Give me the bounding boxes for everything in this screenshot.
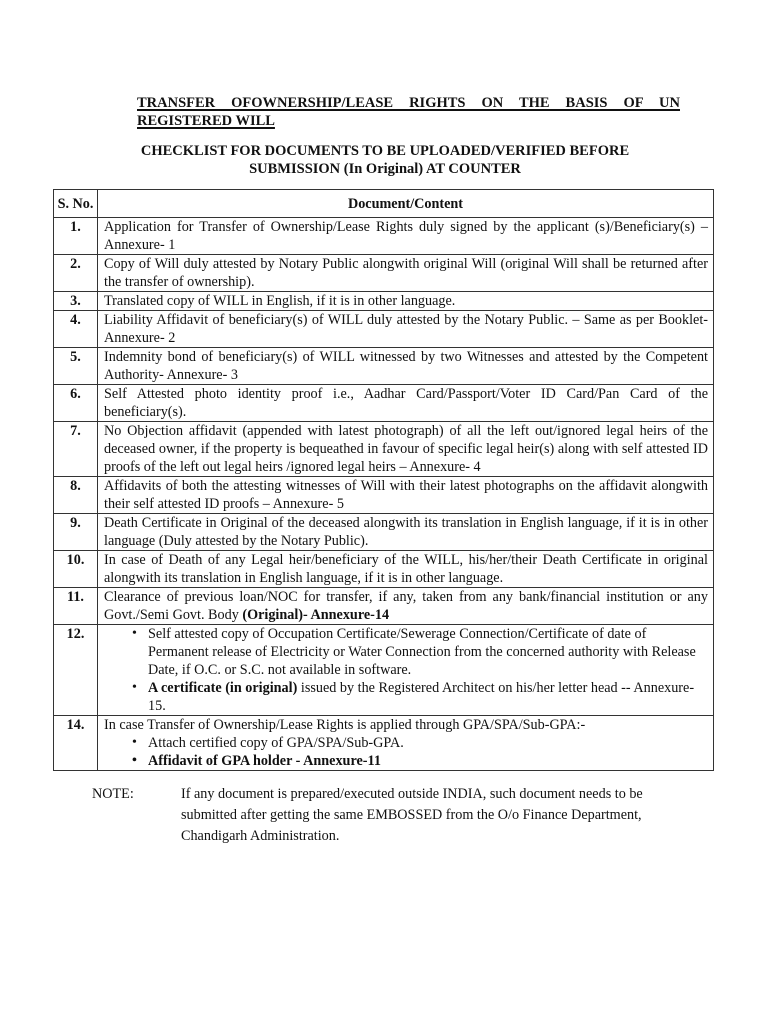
header-document-content: Document/Content <box>98 190 714 218</box>
row-sno: 3. <box>54 292 98 311</box>
row-content: In case of Death of any Legal heir/beneficiary of the WILL, his/her/their Death Certificate in original alongwith its translation in English language, if it is in other language. <box>98 551 714 588</box>
row-sno: 8. <box>54 477 98 514</box>
table-row <box>54 514 714 551</box>
row-content: Affidavits of both the attesting witnesses of Will with their latest photographs on the affidavit alongwith their self attested ID proofs – Annexure- 5 <box>98 477 714 514</box>
row-sno: 4. <box>54 311 98 348</box>
table-row <box>54 422 714 477</box>
note-text: If any document is prepared/executed outside INDIA, such document needs to be submitted after getting the same EMBOSSED from the O/o Finance Department, Chandigarh Administration. <box>181 786 643 844</box>
table-row <box>54 551 714 588</box>
row-content <box>98 716 714 771</box>
document-title: TRANSFER OFOWNERSHIP/LEASE RIGHTS ON THE BASIS OF UN REGISTERED WILL <box>137 95 680 129</box>
subtitle-line-1: CHECKLIST FOR DOCUMENTS TO BE UPLOADED/VERIFIED BEFORE <box>140 143 630 159</box>
row-sno: 5. <box>54 348 98 385</box>
row-sno: 6. <box>54 385 98 422</box>
bullet-item: • Self attested copy of Occupation Certificate/Sewerage Connection/Certificate of date of Permanent release of Electricity or Water Connection from the concerned authority with Release Date, if O.C. or S.C. not available in software. <box>148 625 708 679</box>
bullet-bold-text: A certificate (in original) <box>148 680 298 696</box>
table-row <box>54 292 714 311</box>
row-content: Liability Affidavit of beneficiary(s) of WILL duly attested by the Notary Public. – Same as per Booklet- Annexure- 2 <box>98 311 714 348</box>
row-sno: 7. <box>54 422 98 477</box>
table-row <box>54 311 714 348</box>
table-row <box>54 385 714 422</box>
row-sno: 2. <box>54 255 98 292</box>
row-content-bold: (Original)- Annexure-14 <box>242 607 390 623</box>
bullet-item <box>148 679 708 715</box>
table-row <box>54 477 714 514</box>
row-sno: 1. <box>54 218 98 255</box>
row-sno: 10. <box>54 551 98 588</box>
subtitle-line-2: SUBMISSION (In Original) AT COUNTER <box>249 161 521 177</box>
table-header-row <box>54 190 714 218</box>
note-section <box>92 784 712 847</box>
checklist-subtitle <box>100 142 670 178</box>
table-row <box>54 588 714 625</box>
table-row <box>54 348 714 385</box>
row-content: Death Certificate in Original of the deceased alongwith its translation in English language, if it is in other language (Duly attested by the Notary Public). <box>98 514 714 551</box>
row-content <box>98 625 714 716</box>
bullet-item: • Affidavit of GPA holder - Annexure-11 <box>148 752 708 770</box>
row-sno: 11. <box>54 588 98 625</box>
header-sno: S. No. <box>54 190 98 218</box>
row-content: Copy of Will duly attested by Notary Public alongwith original Will (original Will shall be returned after the transfer of ownership). <box>98 255 714 292</box>
row-content: Self Attested photo identity proof i.e., Aadhar Card/Passport/Voter ID Card/Pan Card of the beneficiary(s). <box>98 385 714 422</box>
table-row <box>54 255 714 292</box>
table-row <box>54 716 714 771</box>
row-content: Translated copy of WILL in English, if it is in other language. <box>98 292 714 311</box>
table-row <box>54 625 714 716</box>
row-content: Indemnity bond of beneficiary(s) of WILL witnessed by two Witnesses and attested by the Competent Authority- Annexure- 3 <box>98 348 714 385</box>
row-content-text: Clearance of previous loan/NOC for transfer, if any, taken from any bank/financial institution or any Govt./Semi Govt. Body <box>104 589 708 623</box>
row-content: No Objection affidavit (appended with latest photograph) of all the left out/ignored legal heirs of the deceased owner, if the property is bequeathed in favour of specific legal heir(s) along with self attested ID proofs of the left out legal heirs /ignored legal heirs – Annexure- 4 <box>98 422 714 477</box>
row-sno: 9. <box>54 514 98 551</box>
table-row <box>54 218 714 255</box>
row-sno: 12. <box>54 625 98 716</box>
bullet-text: issued by the Registered Architect on his/her letter head -- Annexure-15. <box>148 680 695 714</box>
row-content: Application for Transfer of Ownership/Lease Rights duly signed by the applicant (s)/Beneficiary(s) – Annexure- 1 <box>98 218 714 255</box>
document-checklist-table <box>53 189 714 771</box>
bullet-list <box>104 625 708 715</box>
note-label: NOTE: <box>92 786 134 802</box>
row-content <box>98 588 714 625</box>
row-sno: 14. <box>54 716 98 771</box>
row-intro: In case Transfer of Ownership/Lease Rights is applied through GPA/SPA/Sub-GPA:- <box>104 717 586 733</box>
bullet-item: • Attach certified copy of GPA/SPA/Sub-GPA. <box>148 734 708 752</box>
bullet-list <box>104 734 708 770</box>
